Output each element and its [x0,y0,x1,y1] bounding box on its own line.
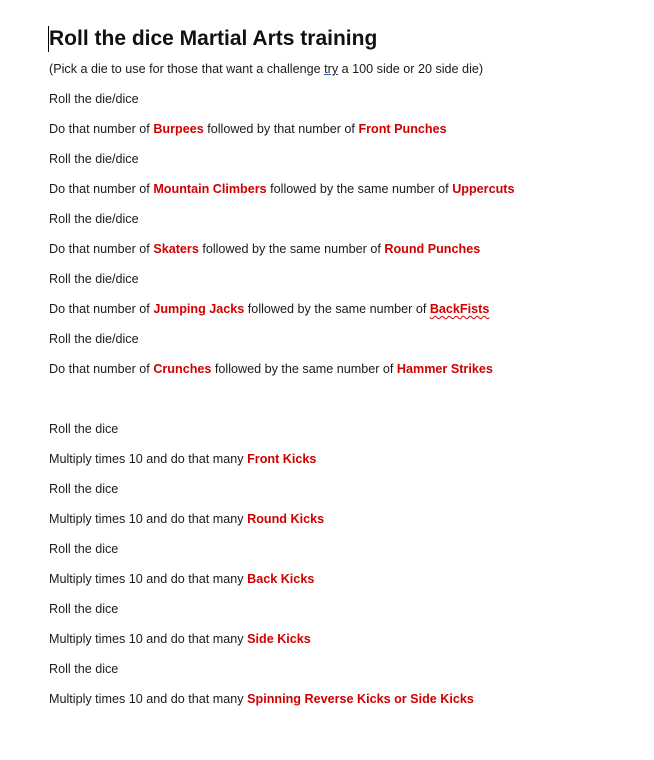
exercise-name: Round Punches [384,242,481,256]
exercise-text: followed by the same number of [211,362,397,376]
exercise-text: Do that number of [49,302,154,316]
text-cursor [48,26,49,52]
exercise-name: Uppercuts [452,182,515,196]
roll-line[interactable]: Roll the die/dice [49,332,139,346]
roll-line[interactable]: Roll the dice [49,602,119,616]
exercise-name: Crunches [153,362,212,376]
roll-line[interactable]: Roll the die/dice [49,92,139,106]
kick-text: Multiply times 10 and do that many [49,632,248,646]
exercise-text: Do that number of [49,362,154,376]
exercise-text: followed by that number of [203,122,359,136]
roll-line[interactable]: Roll the die/dice [49,152,139,166]
exercise-name: Front Punches [358,122,447,136]
exercise-line[interactable] [49,301,634,317]
kick-name: Round Kicks [247,512,325,526]
roll-line[interactable]: Roll the die/dice [49,212,139,226]
kick-name: Front Kicks [247,452,317,466]
exercise-line[interactable] [49,361,634,377]
kick-name: Spinning Reverse Kicks or Side Kicks [247,692,474,706]
kick-line[interactable] [49,631,634,647]
exercise-text: followed by the same number of [244,302,430,316]
exercise-name-misspelled[interactable]: BackFists [429,302,490,316]
exercise-text: followed by the same number of [198,242,385,256]
exercise-name: Hammer Strikes [396,362,493,376]
empty-paragraph[interactable] [49,391,634,421]
exercise-text: Do that number of [49,182,154,196]
roll-line[interactable]: Roll the dice [49,662,119,676]
kick-text: Multiply times 10 and do that many [49,512,248,526]
roll-line[interactable]: Roll the die/dice [49,272,139,286]
kick-line[interactable] [49,691,634,707]
exercise-text: Do that number of [49,122,154,136]
exercise-name: Jumping Jacks [153,302,245,316]
exercise-line[interactable] [49,181,634,197]
exercise-line[interactable] [49,241,634,257]
roll-line[interactable]: Roll the dice [49,422,119,436]
kick-text: Multiply times 10 and do that many [49,572,248,586]
roll-line[interactable]: Roll the dice [49,482,119,496]
intro-marked-word[interactable]: try [324,62,339,76]
kick-text: Multiply times 10 and do that many [49,452,248,466]
kick-line[interactable] [49,571,634,587]
roll-line[interactable]: Roll the dice [49,542,119,556]
intro-text-before: (Pick a die to use for those that want a challenge [49,62,325,76]
document-title[interactable]: Roll the dice Martial Arts training [49,27,378,50]
exercise-line[interactable] [49,121,634,137]
exercise-text: Do that number of [49,242,154,256]
kick-line[interactable] [49,451,634,467]
kick-name: Side Kicks [247,632,311,646]
exercise-name: Burpees [153,122,204,136]
kick-text: Multiply times 10 and do that many [49,692,248,706]
exercise-text: followed by the same number of [266,182,453,196]
document-page[interactable] [49,24,634,721]
intro-paragraph[interactable] [49,61,634,77]
kick-line[interactable] [49,511,634,527]
exercise-name: Mountain Climbers [153,182,267,196]
exercise-name: Skaters [153,242,199,256]
intro-text-after: a 100 side or 20 side die) [338,62,484,76]
kick-name: Back Kicks [247,572,315,586]
